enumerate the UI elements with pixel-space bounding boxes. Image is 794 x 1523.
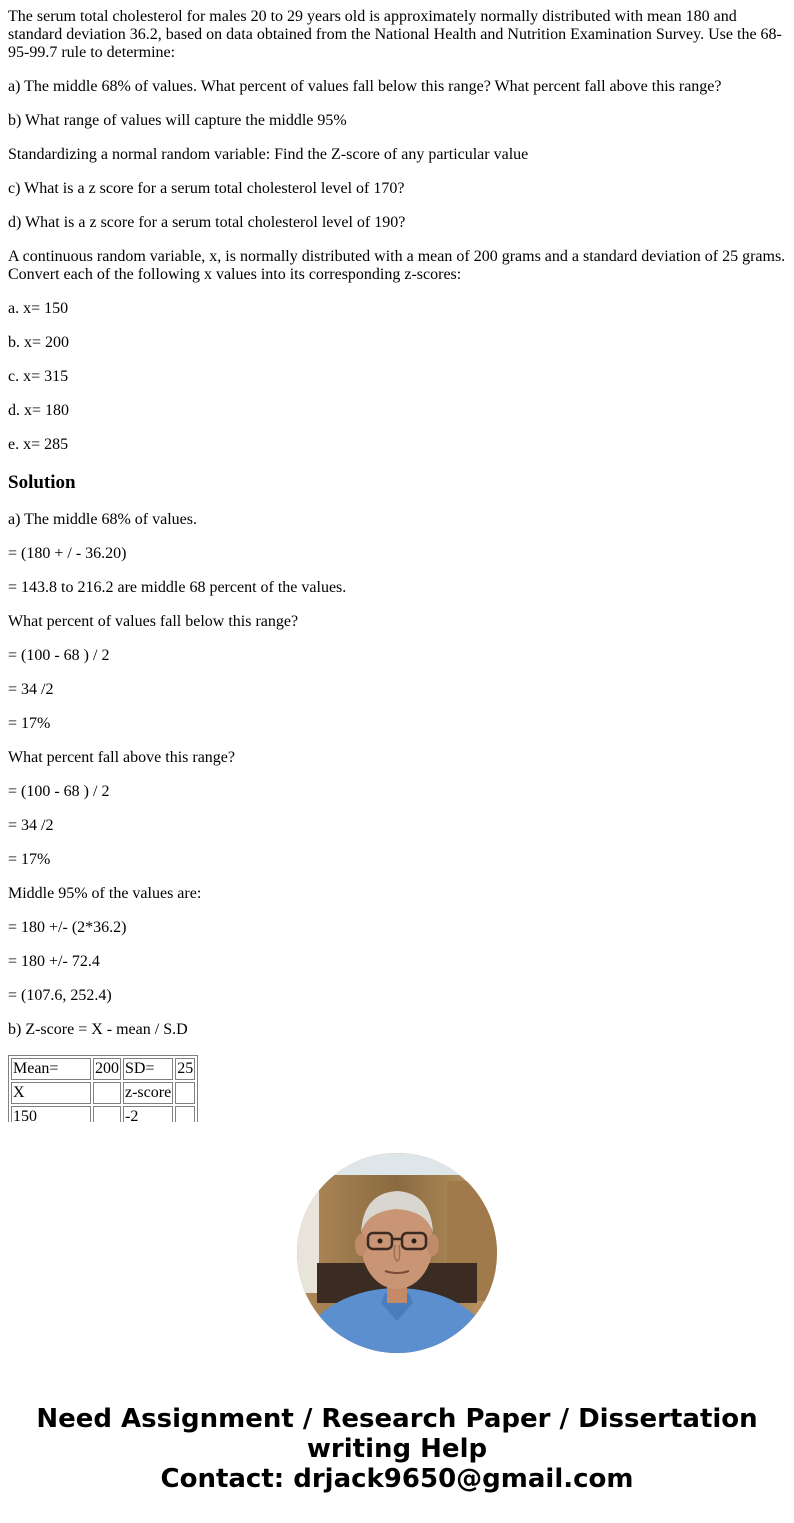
solution-line: b) Z-score = X - mean / S.D	[8, 1021, 188, 1038]
solution-line: = (100 - 68 ) / 2	[8, 783, 110, 800]
table-cell: 150	[11, 1106, 91, 1122]
question-part-d: d) What is a z score for a serum total cholesterol level of 190?	[8, 214, 406, 231]
solution-line: What percent of values fall below this range?	[8, 613, 299, 630]
table-cell: 25	[175, 1058, 195, 1080]
question-item: b. x= 200	[8, 334, 70, 351]
solution-line: = 17%	[8, 851, 51, 868]
document-body	[8, 8, 790, 1122]
table-row	[11, 1082, 195, 1104]
table-cell: -2	[123, 1106, 173, 1122]
table-cell	[175, 1106, 195, 1122]
promo-banner	[0, 1404, 794, 1494]
question-part-b: b) What range of values will capture the middle 95%	[8, 112, 347, 129]
solution-line: = 34 /2	[8, 817, 54, 834]
table-row	[11, 1058, 195, 1080]
table-cell	[93, 1106, 121, 1122]
tutor-avatar	[297, 1153, 497, 1353]
table-row	[11, 1106, 195, 1122]
solution-line: = 180 +/- (2*36.2)	[8, 919, 127, 936]
solution-line: = 17%	[8, 715, 51, 732]
standardizing-note: Standardizing a normal random variable: Find the Z-score of any particular value	[8, 146, 529, 163]
solution-line: Middle 95% of the values are:	[8, 885, 202, 902]
tutor-portrait-image	[297, 1153, 497, 1353]
question-intro: The serum total cholesterol for males 20 to 29 years old is approximately normally distributed with mean 180 and standard deviation 36.2, based on data obtained from the National Health and Nutrition Examination Survey. Use the 68-95-99.7 rule to determine:	[8, 8, 782, 61]
solution-heading: Solution	[8, 472, 76, 493]
solution-line: = 180 +/- 72.4	[8, 953, 100, 970]
table-cell: 200	[93, 1058, 121, 1080]
solution-line: a) The middle 68% of values.	[8, 511, 197, 528]
table-cell: SD=	[123, 1058, 173, 1080]
question-part-c: c) What is a z score for a serum total cholesterol level of 170?	[8, 180, 405, 197]
promo-line: Need Assignment / Research Paper / Dissertation	[36, 1404, 758, 1434]
promo-line: writing Help	[306, 1434, 488, 1464]
solution-line: = (180 + / - 36.20)	[8, 545, 127, 562]
z-score-table	[8, 1055, 198, 1122]
table-cell	[175, 1082, 195, 1104]
table-cell: X	[11, 1082, 91, 1104]
table-cell: z-score	[123, 1082, 173, 1104]
solution-line: = 34 /2	[8, 681, 54, 698]
question-item: a. x= 150	[8, 300, 69, 317]
question-item: e. x= 285	[8, 436, 69, 453]
question-item: d. x= 180	[8, 402, 70, 419]
solution-line: = (107.6, 252.4)	[8, 987, 112, 1004]
continuous-variable-question: A continuous random variable, x, is normally distributed with a mean of 200 grams and a standard deviation of 25 grams. Convert each of the following x values into its corresponding z-scores:	[8, 248, 786, 283]
solution-line: = 143.8 to 216.2 are middle 68 percent of the values.	[8, 579, 347, 596]
table-cell: Mean=	[11, 1058, 91, 1080]
table-cell	[93, 1082, 121, 1104]
promo-contact: Contact: drjack9650@gmail.com	[160, 1464, 634, 1494]
question-part-a: a) The middle 68% of values. What percent of values fall below this range? What percent fall above this range?	[8, 78, 722, 95]
question-item: c. x= 315	[8, 368, 69, 385]
solution-line: What percent fall above this range?	[8, 749, 235, 766]
solution-line: = (100 - 68 ) / 2	[8, 647, 110, 664]
